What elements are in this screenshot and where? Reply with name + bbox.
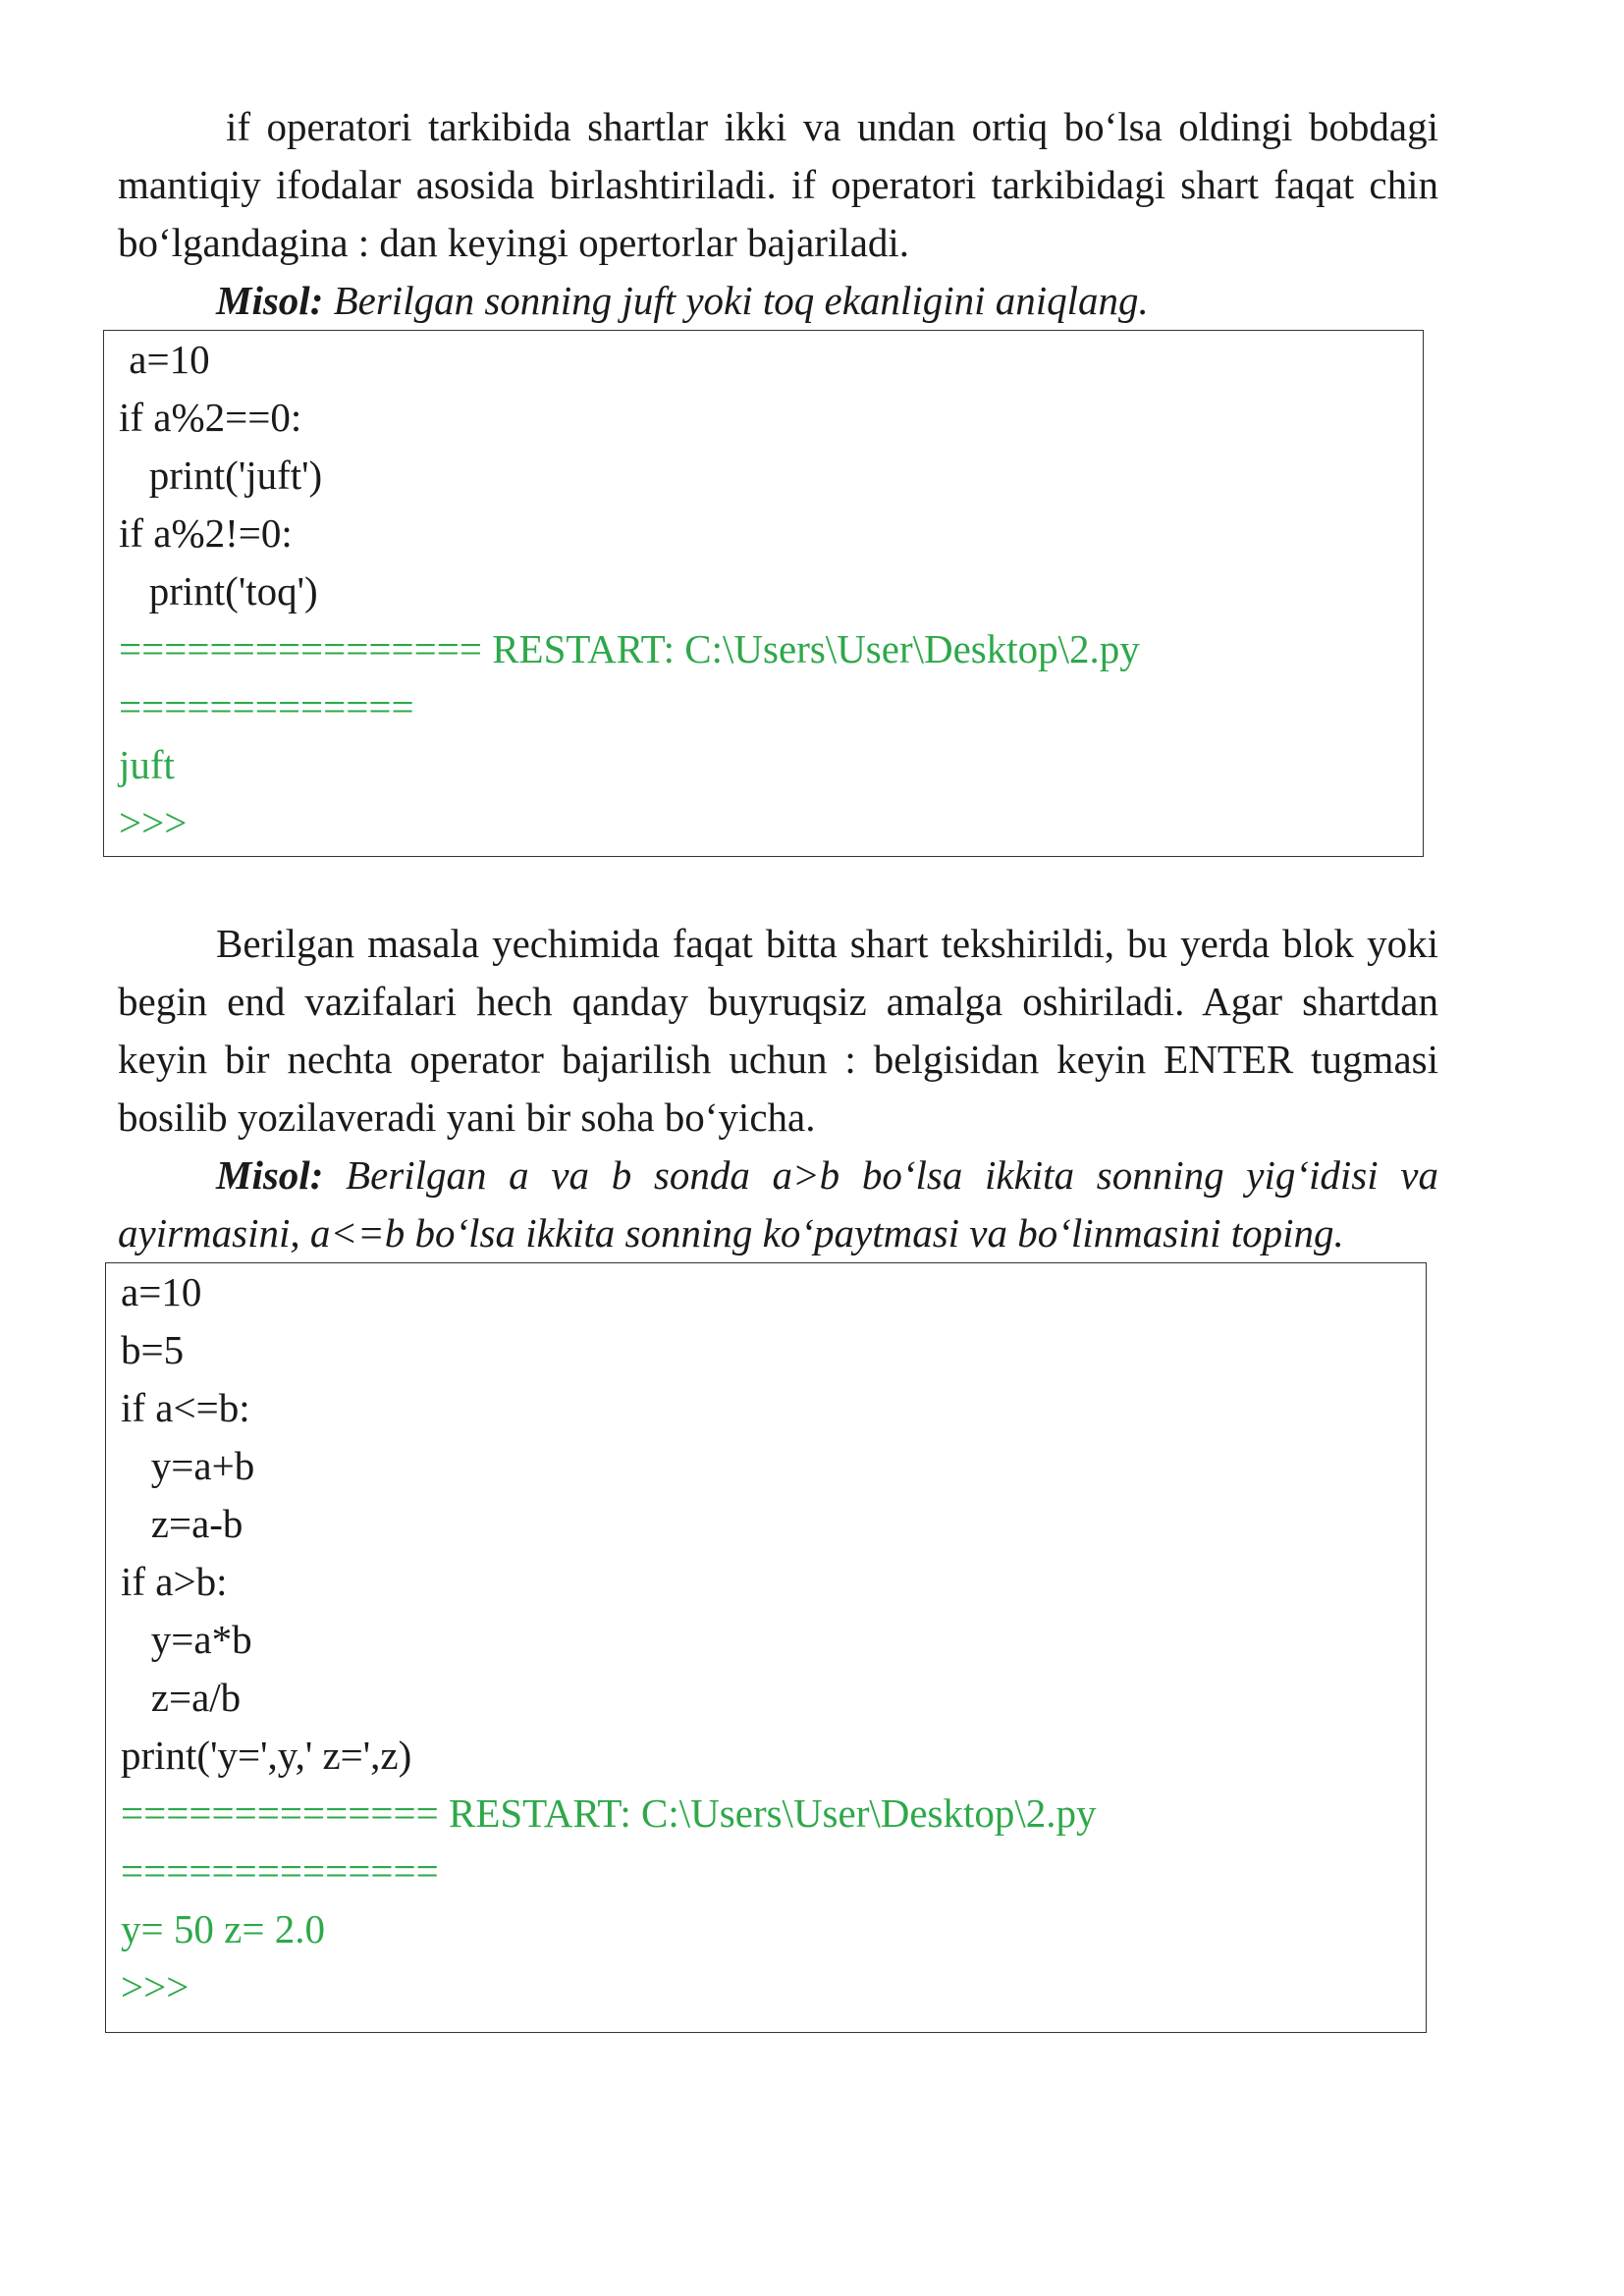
code-line: z=a/b [121, 1675, 242, 1720]
output-prompt-line: >>> [121, 1964, 189, 2009]
code-line: y=a*b [121, 1617, 252, 1662]
code-block-1 [103, 330, 1424, 857]
output-separator-line: ============== [121, 1848, 439, 1894]
intro-paragraph: if operatori tarkibida shartlar ikki va undan ortiq bo‘lsa oldingi bobdagi mantiqiy ifodalar asosida birlashtiriladi. if operatori tarkibidagi shart faqat chin bo‘lgandagina : dan keyingi opertorlar bajariladi. [118, 104, 1438, 265]
output-result-line: juft [119, 742, 175, 787]
code-line: if a%2==0: [119, 395, 302, 440]
document-page [118, 98, 1438, 2033]
example-1-label: Misol: [216, 278, 324, 323]
explanation-paragraph: Berilgan masala yechimida faqat bitta shart tekshirildi, bu yerda blok yoki begin end vazifalari hech qanday buyruqsiz amalga oshiriladi. Agar shartdan keyin bir nechta operator bajarilish uchun : belgisidan keyin ENTER tugmasi bosilib yozilaveradi yani bir soha bo‘yicha. [118, 921, 1438, 1140]
code-line: a=10 [121, 1269, 202, 1314]
output-separator-line: ============= [119, 684, 414, 729]
code-line: b=5 [121, 1327, 185, 1372]
example-2-label: Misol: [216, 1152, 324, 1198]
code-line: print('juft') [119, 453, 323, 498]
code-line: print('toq') [119, 568, 318, 614]
code-line: print('y=',y,' z=',z) [121, 1733, 412, 1778]
code-line: y=a+b [121, 1443, 255, 1488]
example-1-statement [118, 272, 1438, 330]
spacer [118, 857, 1438, 915]
output-restart-line: ============== RESTART: C:\Users\User\Desktop\2.py [121, 1790, 1097, 1836]
output-result-line: y= 50 z= 2.0 [121, 1906, 325, 1951]
example-1-text: Berilgan sonning juft yoki toq ekanligini aniqlang. [323, 278, 1149, 323]
example-2-text: Berilgan a va b sonda a>b bo‘lsa ikkita sonning yig‘idisi va ayirmasini, a<=b bo‘lsa ikkita sonning ko‘paytmasi va bo‘linmasini toping. [118, 1152, 1438, 1255]
code-line: if a<=b: [121, 1385, 250, 1430]
code-line: if a>b: [121, 1559, 228, 1604]
code-line: a=10 [119, 337, 210, 382]
output-restart-line: ================ RESTART: C:\Users\User\Desktop\2.py [119, 626, 1140, 671]
example-2-statement [118, 1147, 1438, 1262]
code-block-2 [105, 1262, 1427, 2033]
code-line: z=a-b [121, 1501, 244, 1546]
output-prompt-line: >>> [119, 800, 188, 845]
code-line: if a%2!=0: [119, 510, 293, 556]
